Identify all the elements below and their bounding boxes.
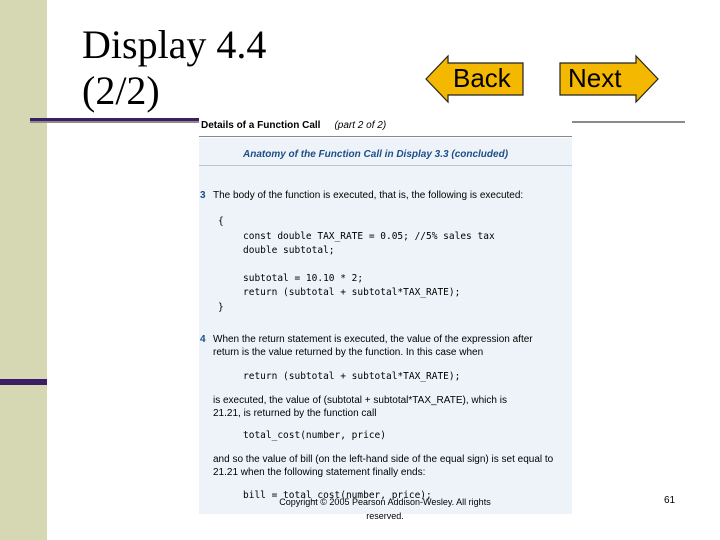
display-image-panel: [199, 116, 572, 514]
code-line-2: double subtotal;: [243, 245, 335, 256]
slide-title-line2: (2/2): [82, 68, 160, 113]
code-open-brace: {: [218, 216, 224, 227]
back-button[interactable]: [425, 54, 545, 104]
step-4-line-6: 21.21 when the following statement finally ends:: [213, 467, 426, 478]
step-3-text: The body of the function is executed, that is, the following is executed:: [213, 190, 524, 201]
code-line-1: const double TAX_RATE = 0.05; //5% sales tax: [243, 231, 495, 242]
code-line-3: subtotal = 10.10 * 2;: [243, 273, 364, 284]
header-divider: [199, 136, 572, 137]
step-4-line-2: return is the value returned by the function. In this case when: [213, 347, 484, 358]
display-subtitle: Anatomy of the Function Call in Display 3.3 (concluded): [243, 149, 509, 160]
step-4-code: return (subtotal + subtotal*TAX_RATE);: [243, 371, 461, 382]
page-number: 61: [664, 495, 676, 506]
left-sidebar-bar: [0, 0, 47, 540]
next-button-label: Next: [568, 63, 622, 93]
step-4-line-4: 21.21, is returned by the function call: [213, 408, 377, 419]
copyright-notice: Copyright © 2005 Pearson Addison-Wesley. All rights reserved.: [279, 497, 491, 521]
step-4-number: 4: [200, 334, 206, 345]
display-header: [199, 116, 572, 136]
display-body: [199, 138, 572, 514]
step-4-code-3: bill = total_cost(number, price);: [243, 490, 432, 501]
code-line-4: return (subtotal + subtotal*TAX_RATE);: [243, 287, 461, 298]
back-button-label: Back: [453, 63, 511, 93]
step-4-line-3: is executed, the value of (subtotal + subtotal*TAX_RATE), which is: [213, 395, 507, 406]
step-4-line-1: When the return statement is executed, the value of the expression after: [213, 334, 533, 345]
step-4-code-2: total_cost(number, price): [243, 430, 386, 441]
subtitle-divider: [199, 165, 572, 166]
display-header-title: Details of a Function Call: [201, 120, 321, 131]
display-header-part: (part 2 of 2): [334, 120, 387, 131]
slide-title-line1: Display 4.4: [82, 22, 267, 67]
next-button[interactable]: [558, 54, 678, 104]
step-4-line-5: and so the value of bill (on the left-hand side of the equal sign) is set equal to: [213, 454, 554, 465]
slide-title: [82, 22, 266, 114]
code-close-brace: }: [218, 302, 224, 313]
step-3-number: 3: [200, 190, 206, 201]
sidebar-accent-stripe: [0, 379, 47, 385]
